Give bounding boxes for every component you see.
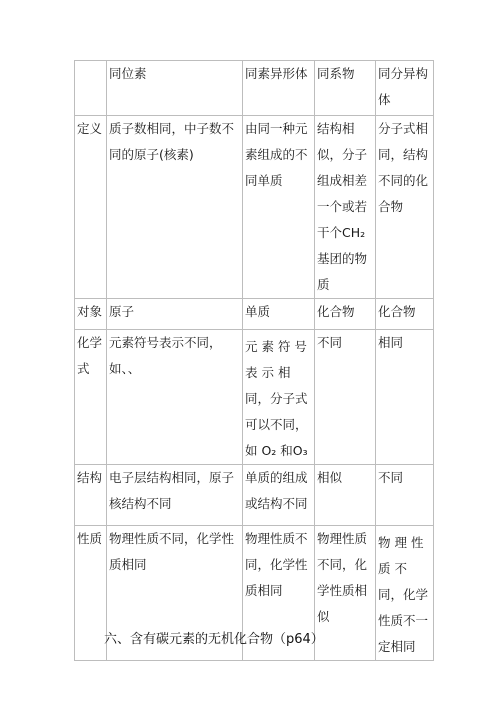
table-cell: 元 素 符 号 表 示 相同，分子式可以不同，如 O₂ 和O₃ bbox=[243, 330, 315, 465]
table-row bbox=[75, 330, 434, 465]
header-cell-isomer: 同分异构体 bbox=[376, 61, 434, 116]
table-cell: 结构相似，分子组成相差一个或若干个CH₂ 基团的物质 bbox=[315, 116, 376, 299]
table-cell: 物理性质不同，化学性质相同 bbox=[243, 526, 315, 661]
table-cell: 化合物 bbox=[315, 299, 376, 330]
table-cell: 化合物 bbox=[376, 299, 434, 330]
table-cell: 由同一种元素组成的不同单质 bbox=[243, 116, 315, 299]
table-cell: 不同 bbox=[376, 465, 434, 526]
table-cell: 元素符号表示不同，如、、 bbox=[107, 330, 243, 465]
header-cell-homolog: 同系物 bbox=[315, 61, 376, 116]
table-cell: 质子数相同，中子数不同的原子(核素) bbox=[107, 116, 243, 299]
header-cell-isotope: 同位素 bbox=[107, 61, 243, 116]
comparison-table bbox=[74, 60, 434, 661]
section-heading: 六、含有碳元素的无机化合物（p64） bbox=[104, 632, 324, 647]
table-cell: 相似 bbox=[315, 465, 376, 526]
table-cell: 物 理 性 质 不同，化学性质不一定相同 bbox=[376, 526, 434, 661]
table-cell: 不同 bbox=[315, 330, 376, 465]
row-label: 性质 bbox=[75, 526, 107, 661]
table-cell: 电子层结构相同，原子核结构不同 bbox=[107, 465, 243, 526]
row-label: 对象 bbox=[75, 299, 107, 330]
header-cell-empty bbox=[75, 61, 107, 116]
table-cell: 原子 bbox=[107, 299, 243, 330]
header-cell-allotrope: 同素异形体 bbox=[243, 61, 315, 116]
table-header-row bbox=[75, 61, 434, 116]
table-cell: 单质 bbox=[243, 299, 315, 330]
row-label: 结构 bbox=[75, 465, 107, 526]
row-label: 定义 bbox=[75, 116, 107, 299]
table-cell: 分子式相同，结构不同的化合物 bbox=[376, 116, 434, 299]
table-row bbox=[75, 299, 434, 330]
table-cell: 相同 bbox=[376, 330, 434, 465]
table-row bbox=[75, 116, 434, 299]
row-label: 化学式 bbox=[75, 330, 107, 465]
table-cell: 物理性质不同，化学性质相似 bbox=[315, 526, 376, 661]
table-cell: 单质的组成或结构不同 bbox=[243, 465, 315, 526]
table-cell: 物理性质不同，化学性质相同 bbox=[107, 526, 243, 661]
table-row bbox=[75, 465, 434, 526]
